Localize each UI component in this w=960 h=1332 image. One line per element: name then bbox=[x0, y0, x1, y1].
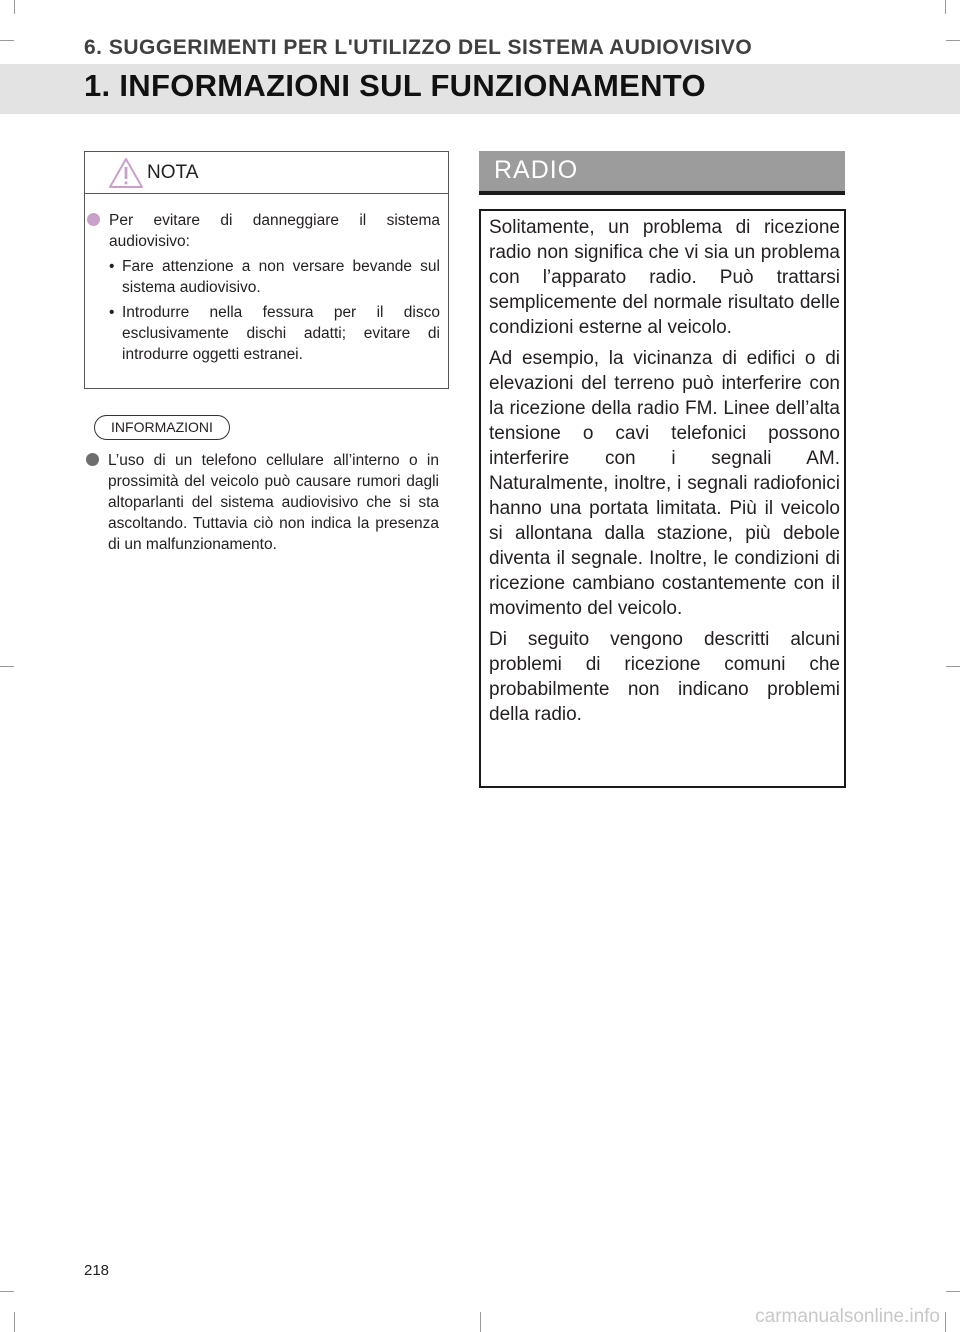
radio-paragraph: Di seguito vengono descritti alcuni problemi di ricezione comuni che probabilmente non indicano problemi della radio. bbox=[489, 629, 840, 725]
radio-text-box bbox=[479, 209, 846, 788]
crop-mark bbox=[14, 1312, 15, 1332]
note-subitem-text: Introdurre nella fessura per il disco esclusivamente dischi adatti; evitare di introdurre oggetti estranei. bbox=[122, 304, 440, 363]
note-subitem-text: Fare attenzione a non versare bevande sul sistema audiovisivo. bbox=[122, 258, 440, 296]
note-title: NOTA bbox=[147, 162, 199, 183]
crop-mark bbox=[0, 40, 14, 41]
section-title: 6. SUGGERIMENTI PER L'UTILIZZO DEL SISTEMA AUDIOVISIVO bbox=[84, 36, 753, 59]
radio-text bbox=[489, 215, 840, 733]
note-subitem bbox=[109, 256, 440, 298]
radio-paragraph: Solitamente, un problema di ricezione radio non significa che vi sia un problema con l’apparato radio. Può trattarsi semplicemente del normale risultato delle condizioni esterne al veicolo. bbox=[489, 217, 840, 338]
note-item bbox=[109, 210, 440, 365]
crop-mark bbox=[14, 0, 15, 14]
page-title: 1. INFORMAZIONI SUL FUNZIONAMENTO bbox=[84, 68, 706, 103]
info-item bbox=[108, 450, 439, 555]
sub-bullet-mark: • bbox=[109, 304, 115, 321]
crop-mark bbox=[945, 0, 946, 14]
note-item-text: Per evitare di danneggiare il sistema audiovisivo: bbox=[109, 212, 440, 250]
crop-mark bbox=[946, 40, 960, 41]
radio-paragraph: Ad esempio, la vicinanza di edifici o di elevazioni del terreno può interferire con la ricezione della radio FM. Linee dell’alta tensione o cavi telefonici possono interferire con i segnali AM. Naturalmente, inoltre, i segnali radiofonici hanno una portata limitata. Più il veicolo si allontana dalla stazione, più debole diventa il segnale. Inoltre, le condizioni di ricezione cambiano costantemente con il movimento del veicolo. bbox=[489, 348, 840, 619]
crop-mark bbox=[945, 1312, 946, 1332]
note-box bbox=[84, 151, 449, 389]
note-subitem bbox=[109, 302, 440, 365]
bullet-icon bbox=[87, 213, 100, 226]
info-item-text: L’uso di un telefono cellulare all’interno o in prossimità del veicolo può causare rumori dagli altoparlanti del sistema audiovisivo che si sta ascoltando. Tuttavia ciò non indica la presenza di un malfunzionamento. bbox=[108, 452, 439, 553]
crop-mark bbox=[946, 1291, 960, 1292]
warning-triangle-icon bbox=[108, 157, 144, 194]
page-header bbox=[0, 0, 960, 114]
radio-section-title: RADIO bbox=[494, 156, 579, 184]
info-badge: INFORMAZIONI bbox=[94, 415, 230, 440]
bullet-icon bbox=[86, 453, 99, 466]
radio-section-header bbox=[479, 151, 845, 195]
sub-bullet-mark: • bbox=[109, 258, 115, 275]
watermark: carmanualsonline.info bbox=[755, 1306, 940, 1327]
page-number: 218 bbox=[84, 1262, 110, 1279]
note-header bbox=[85, 152, 448, 194]
crop-mark bbox=[480, 1312, 481, 1332]
crop-mark bbox=[0, 666, 14, 667]
crop-mark bbox=[946, 666, 960, 667]
crop-mark bbox=[0, 1291, 14, 1292]
